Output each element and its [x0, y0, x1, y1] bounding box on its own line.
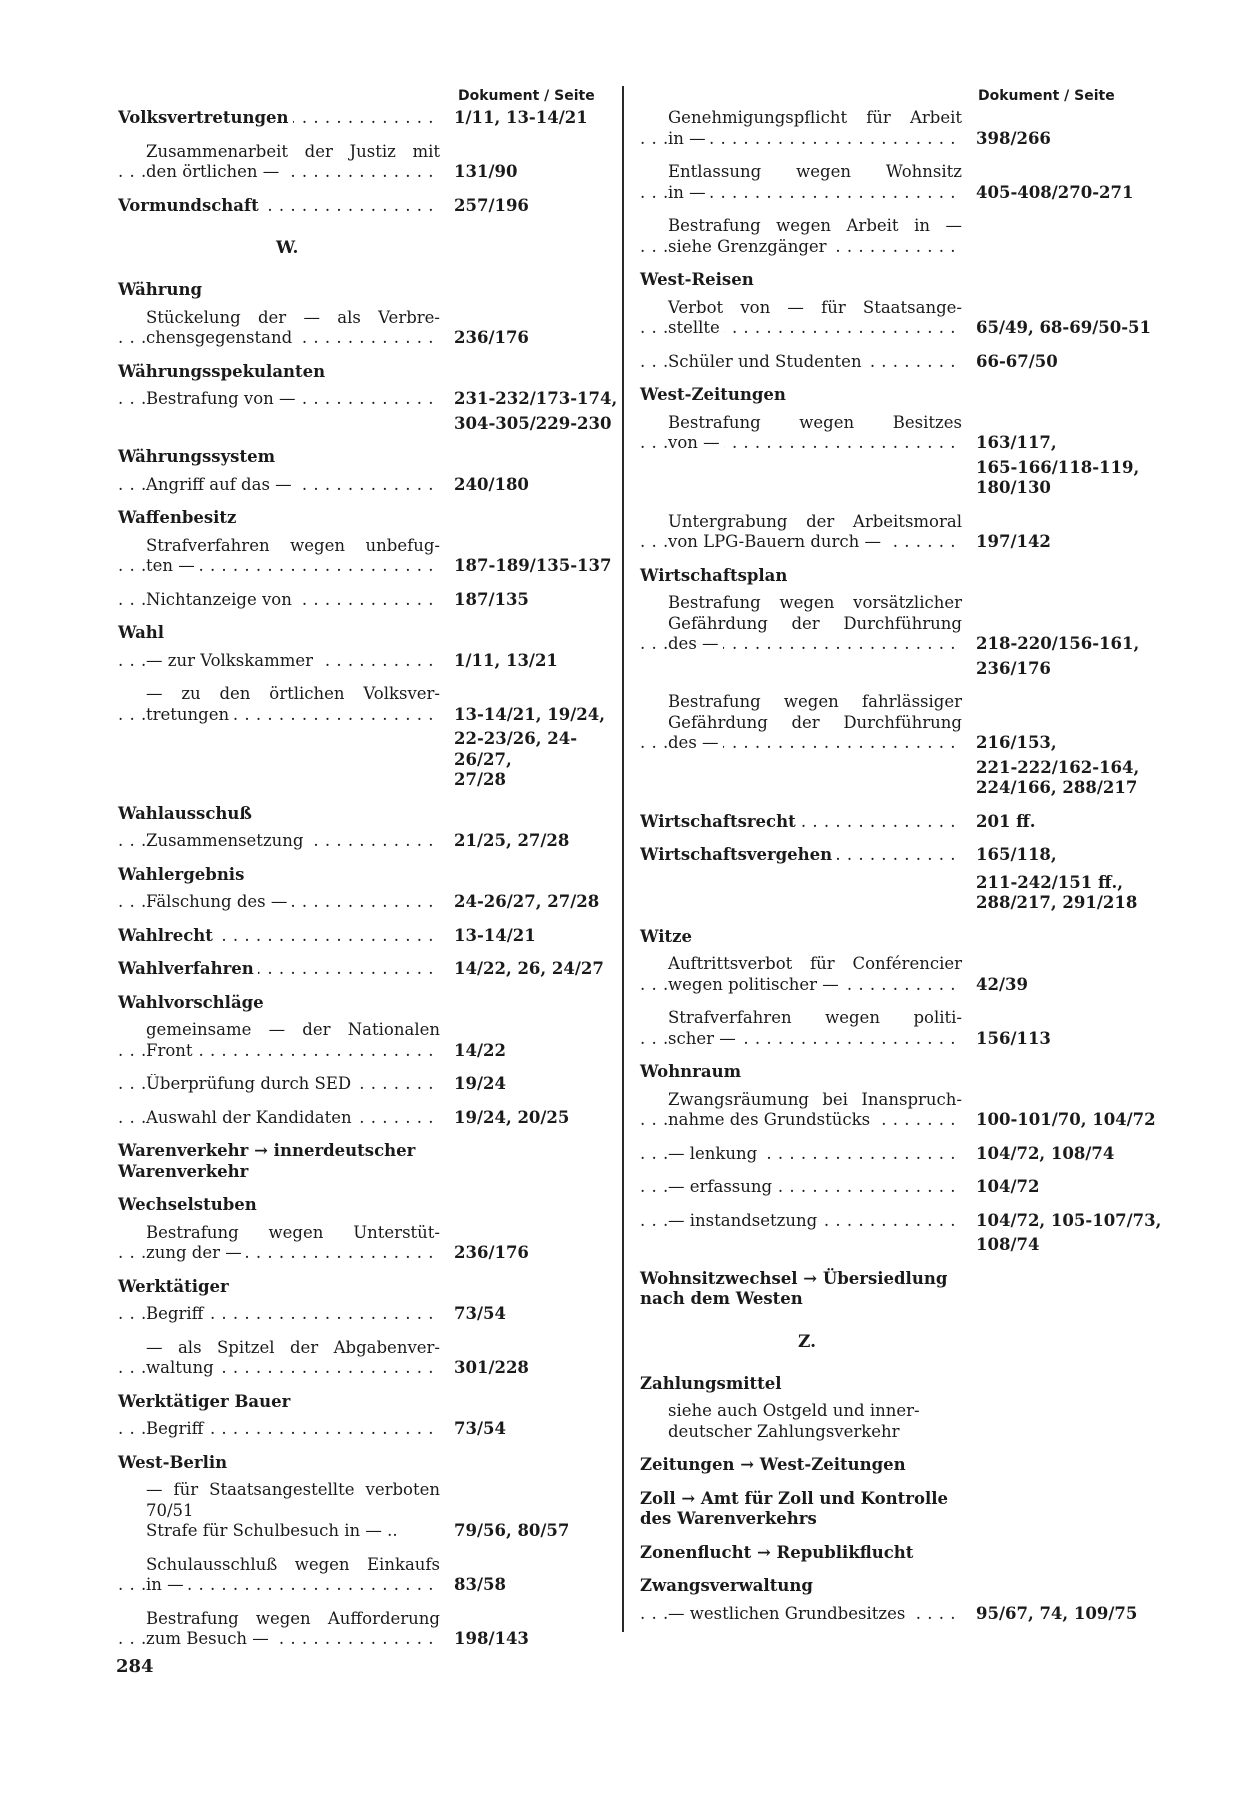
index-entry-main — [118, 1074, 618, 1095]
index-entry-line: — für Staatsangestellte verboten 70/51 — [146, 1480, 440, 1520]
index-heading: Wahlausschuß — [118, 803, 252, 823]
index-entry-term — [118, 389, 440, 410]
index-entry-text: Wahlverfahren — [118, 959, 258, 978]
index-entry — [118, 1609, 618, 1650]
index-entry-main — [118, 196, 618, 217]
index-entry-main — [118, 590, 618, 611]
index-entry — [118, 1108, 618, 1129]
index-entry-ref: 301/228 — [454, 1358, 529, 1377]
index-entry-main — [118, 389, 618, 410]
index-entry-term — [118, 108, 440, 129]
index-entry — [640, 1177, 1140, 1198]
column-header-right: Dokument / Seite — [978, 88, 1115, 104]
index-entry-line: Gefährdung der Durchführung — [668, 613, 962, 633]
index-entry-ref: 83/58 — [454, 1575, 506, 1594]
index-entry-main — [118, 959, 618, 980]
index-entry-term — [118, 651, 440, 672]
index-entry-ref: 405-408/270-271 — [976, 182, 1134, 202]
index-entry-main — [118, 1304, 618, 1325]
index-entry-main — [640, 237, 1140, 258]
index-entry-line: Schulausschluß wegen Einkaufs — [146, 1554, 440, 1574]
index-entry-main — [118, 651, 618, 672]
entries-right — [640, 108, 1162, 1624]
index-line: nach dem Westen — [640, 1289, 803, 1308]
index-entry — [118, 1555, 618, 1596]
index-line: Zeitungen → West-Zeitungen — [640, 1455, 906, 1474]
index-entry-main — [118, 1419, 618, 1440]
index-entry-line: Bestrafung wegen Arbeit in — — [668, 216, 962, 235]
index-entry-text: Begriff — [146, 1304, 207, 1323]
index-entry-ref: 100-101/70, 104/72 — [976, 1110, 1156, 1129]
index-entry-ref-continued: 22-23/26, 24-26/27, — [454, 729, 578, 769]
index-entry — [118, 536, 618, 577]
index-entry-main — [118, 1521, 618, 1542]
index-entry-term — [118, 1074, 440, 1095]
index-entry-text: Vormundschaft — [118, 196, 263, 215]
index-entry-text: Angriff auf das — — [146, 475, 296, 494]
index-entry-text: waltung — [146, 1358, 218, 1377]
index-entry-ref: 231-232/173-174, — [454, 389, 618, 408]
index-entry-text: Bestrafung von — — [146, 389, 300, 408]
index-entry-term — [118, 705, 440, 726]
index-cross-reference — [640, 1269, 1140, 1310]
index-entry-main — [640, 812, 1140, 833]
index-entry-line: Strafverfahren wegen politi- — [668, 1008, 962, 1027]
index-entry-term — [118, 1575, 440, 1596]
index-entry-main — [640, 1144, 1140, 1165]
index-entry-line: gemeinsame — der Nationalen — [146, 1020, 440, 1039]
index-entry-main — [640, 318, 1152, 339]
index-entry-text: Wirtschaftsrecht — [640, 812, 800, 831]
index-entry-text: wegen politischer — — [668, 975, 843, 994]
index-entry-text: zung der — — [146, 1243, 246, 1262]
index-entry-main — [118, 108, 618, 129]
index-entry-ref-continued: 211-242/151 ff., — [976, 872, 1123, 892]
index-entry-ref: 165/118, — [976, 845, 1057, 864]
index-entry-text: — zur Volkskammer — [146, 651, 317, 670]
index-entry-text: Volksvertretungen — [118, 108, 293, 127]
index-entry — [118, 1223, 618, 1264]
index-heading: Witze — [640, 926, 692, 946]
index-entry-text: Schüler und Studenten — [668, 352, 866, 371]
index-entry — [640, 954, 1140, 995]
index-entry — [640, 413, 1140, 499]
index-line: Warenverkehr — [118, 1161, 249, 1181]
index-column-left — [118, 86, 618, 1663]
index-entry-ref: 79/56, 80/57 — [454, 1521, 570, 1540]
index-entry-ref: 24-26/27, 27/28 — [454, 892, 600, 911]
index-entry-ref-continued: 108/74 — [976, 1235, 1040, 1254]
index-entry-term — [118, 475, 440, 496]
index-entry-main — [640, 1177, 1140, 1198]
index-entry-text: — westlichen Grundbesitzes — [668, 1604, 909, 1623]
index-entry-ref: 218-220/156-161, — [976, 634, 1140, 653]
index-entry-term — [640, 1604, 962, 1625]
index-entry — [640, 1144, 1140, 1165]
index-entry — [118, 142, 618, 183]
index-cross-reference — [640, 1489, 1140, 1530]
index-entry — [118, 684, 618, 791]
index-entry-main — [640, 845, 1140, 866]
index-entry — [118, 196, 618, 217]
index-entry-main — [640, 634, 1140, 655]
index-entry — [118, 1304, 618, 1325]
index-line: des Warenverkehrs — [640, 1509, 817, 1528]
index-entry-ref-continued: 221-222/162-164, — [976, 757, 1140, 777]
index-entry — [640, 1210, 1162, 1256]
index-entry-main — [640, 1210, 1162, 1232]
index-entry-term — [118, 1243, 440, 1264]
index-entry — [118, 926, 618, 947]
index-entry-text: Auswahl der Kandidaten — [146, 1108, 356, 1127]
index-entry — [640, 297, 1152, 339]
index-entry-line: Bestrafung wegen Aufforderung — [146, 1608, 440, 1628]
index-entry — [118, 308, 618, 349]
index-entry-term — [640, 1177, 962, 1198]
index-entry-term — [118, 1419, 440, 1440]
index-entry-ref: 14/22, 26, 24/27 — [454, 959, 604, 978]
index-entry-ref: 95/67, 74, 109/75 — [976, 1603, 1138, 1623]
index-entry-ref-continued: 180/130 — [976, 478, 1051, 497]
index-entry-term — [640, 352, 962, 373]
index-entry — [118, 1419, 618, 1440]
index-entry-main — [118, 892, 618, 913]
index-entry-ref-continued: 27/28 — [454, 770, 506, 789]
index-entry-text: chensgegenstand — [146, 328, 296, 347]
index-entry-line: Bestrafung wegen Unterstüt- — [146, 1222, 440, 1242]
index-heading: Wahlvorschläge — [118, 992, 264, 1012]
index-entry-main — [118, 328, 618, 349]
index-entry — [118, 389, 618, 434]
index-entry-main — [118, 162, 618, 183]
index-entry-ref: 66-67/50 — [976, 351, 1058, 371]
index-entry-line: Bestrafung wegen vorsätzlicher — [668, 593, 962, 612]
index-entry-main — [640, 1029, 1140, 1050]
index-entry-main — [118, 1358, 618, 1379]
index-line: Warenverkehr → innerdeutscher — [118, 1141, 416, 1160]
index-entry-ref: 131/90 — [454, 162, 518, 181]
index-cross-reference — [640, 1543, 1140, 1564]
index-entry-text: in — — [668, 129, 710, 148]
index-entry-main — [118, 556, 618, 577]
index-entry-line: — als Spitzel der Abgabenver- — [146, 1337, 440, 1357]
index-entry-line: Entlassung wegen Wohnsitz — [668, 162, 962, 181]
index-entry — [640, 352, 1140, 373]
index-entry-main — [118, 1041, 618, 1062]
index-entry-ref-continued: 165-166/118-119, — [976, 457, 1140, 477]
page-number: 284 — [116, 1656, 154, 1677]
index-entry-text: Wahlrecht — [118, 926, 217, 945]
index-line: Wohnsitzwechsel → Übersiedlung — [640, 1268, 948, 1288]
index-entry — [640, 108, 1140, 149]
index-entry-line: — zu den örtlichen Volksver- — [146, 684, 440, 703]
index-heading: Wechselstuben — [118, 1195, 257, 1214]
index-entry-term — [640, 1110, 962, 1131]
index-entry-text: von — — [668, 433, 724, 452]
index-entry-line: Stückelung der — als Verbre- — [146, 307, 440, 327]
index-entry-line: Verbot von — für Staatsange- — [668, 297, 962, 317]
index-entry-ref: 156/113 — [976, 1028, 1051, 1048]
index-entry-ref: 187/135 — [454, 589, 529, 609]
index-entry-term — [640, 812, 962, 833]
index-entry — [640, 216, 1140, 257]
index-entry-term — [640, 845, 962, 866]
index-entry-term — [118, 1304, 440, 1325]
index-cross-reference — [118, 1141, 618, 1182]
index-entry — [640, 1008, 1140, 1049]
index-line: deutscher Zahlungsverkehr — [668, 1421, 900, 1441]
index-entry-term — [640, 532, 962, 553]
index-entry-main — [640, 1604, 1140, 1625]
index-entry — [118, 1338, 618, 1379]
index-entry-term — [118, 959, 440, 980]
index-entry-text: Nichtanzeige von — [146, 590, 296, 609]
index-entry-term — [640, 318, 962, 339]
index-entry-main — [640, 129, 1140, 150]
column-divider — [622, 86, 624, 1632]
index-heading: Wohnraum — [640, 1062, 742, 1081]
index-entry-term — [118, 590, 440, 611]
index-entry-ref: 240/180 — [454, 474, 529, 494]
index-entry — [640, 512, 1140, 553]
index-entry-line: Genehmigungspflicht für Arbeit — [668, 108, 962, 127]
index-entry-line: Strafverfahren wegen unbefug- — [146, 535, 440, 555]
index-heading: Währungssystem — [118, 447, 276, 466]
index-entry-ref: 216/153, — [976, 733, 1057, 752]
index-entry-ref: 187-189/135-137 — [454, 556, 612, 575]
index-entry-term — [640, 433, 962, 454]
index-entry-ref-continued: 304-305/229-230 — [454, 413, 612, 433]
index-entry-text: in — — [146, 1575, 188, 1594]
index-entry-term — [640, 1029, 962, 1050]
index-entry-ref: 14/22 — [454, 1040, 506, 1060]
index-entry-text: Überprüfung durch SED — [146, 1074, 355, 1093]
section-letter: W. — [276, 238, 299, 258]
index-entry-ref: 104/72 — [976, 1177, 1040, 1196]
index-entry-term — [640, 183, 962, 204]
index-entry — [640, 593, 1140, 679]
index-entry-main — [118, 475, 618, 496]
index-entry-line: Bestrafung wegen fahrlässiger — [668, 692, 962, 711]
index-entry-ref: 197/142 — [976, 532, 1051, 551]
index-heading: Wahl — [118, 623, 165, 642]
index-entry-term — [118, 1629, 440, 1650]
index-entry-ref: 73/54 — [454, 1304, 506, 1323]
index-entry — [640, 162, 1140, 203]
index-entry-text: tretungen — [146, 705, 233, 724]
column-header-left: Dokument / Seite — [458, 88, 595, 104]
index-entry-term — [118, 892, 440, 913]
index-entry-term — [118, 831, 440, 852]
index-entry-ref: 21/25, 27/28 — [454, 831, 570, 850]
index-entry-term — [640, 1211, 962, 1232]
index-entry — [118, 1480, 618, 1542]
index-entry-term — [118, 1358, 440, 1379]
index-heading: Zahlungsmittel — [640, 1373, 782, 1393]
index-entry-text: Wirtschaftsvergehen — [640, 845, 836, 864]
index-entry — [640, 812, 1140, 833]
index-entry-text: in — — [668, 183, 710, 202]
index-entry — [118, 475, 618, 496]
index-heading: Währungsspekulanten — [118, 361, 326, 381]
index-heading: Währung — [118, 280, 203, 299]
index-entry-term — [118, 1108, 440, 1129]
index-entry — [118, 1020, 618, 1061]
index-entry-text: Zusammensetzung — [146, 831, 307, 850]
index-entry-ref-continued: 236/176 — [976, 658, 1051, 678]
index-heading: West-Berlin — [118, 1452, 228, 1472]
index-heading: West-Zeitungen — [640, 385, 786, 404]
index-entry — [118, 959, 618, 980]
index-entry-ref: 19/24 — [454, 1074, 506, 1093]
index-entry — [640, 692, 1140, 799]
section-letter: Z. — [798, 1331, 817, 1352]
index-entry-ref: 163/117, — [976, 433, 1057, 452]
index-entry-term — [118, 1521, 440, 1542]
index-entry-text: nahme des Grundstücks — [668, 1110, 874, 1129]
index-entry-text: zum Besuch — — [146, 1629, 273, 1648]
index-entry-main — [640, 733, 1140, 754]
index-entry-ref: 236/176 — [454, 1243, 529, 1262]
index-entry-ref-continued: 224/166, 288/217 — [976, 778, 1138, 797]
index-entry-ref: 257/196 — [454, 195, 529, 215]
index-entry — [118, 590, 618, 611]
index-entry-main — [118, 1108, 618, 1129]
index-entry-term — [118, 926, 440, 947]
index-heading: Werktätiger Bauer — [118, 1391, 291, 1411]
index-entry-term — [118, 328, 440, 349]
index-entry-ref: 104/72, 108/74 — [976, 1143, 1115, 1163]
index-entry-main — [118, 926, 618, 947]
index-line: siehe auch Ostgeld und inner- — [668, 1401, 920, 1420]
index-entry — [118, 892, 618, 913]
index-cross-reference — [640, 1455, 1140, 1476]
index-entry-text: des — — [668, 733, 723, 752]
index-entry — [118, 651, 618, 672]
index-entry-term — [640, 733, 962, 754]
index-entry-term — [118, 162, 440, 183]
index-entry-text: — lenkung — [668, 1144, 761, 1163]
entries-left — [118, 108, 618, 1650]
index-heading: West-Reisen — [640, 270, 754, 289]
index-entry-text: den örtlichen — — [146, 162, 283, 181]
index-entry-text: ten — — [146, 556, 199, 575]
index-entry-text: — erfassung — [668, 1177, 776, 1196]
index-heading: Zwangsverwaltung — [640, 1576, 813, 1595]
index-entry-main — [640, 1110, 1156, 1131]
index-entry-line: Auftrittsverbot für Conférencier — [668, 954, 962, 973]
index-entry-text: Fälschung des — — [146, 892, 291, 911]
index-entry-term — [118, 1041, 440, 1062]
index-column-right — [640, 86, 1162, 1637]
index-line: Zonenflucht → Republikflucht — [640, 1542, 914, 1562]
index-entry-text: des — — [668, 634, 723, 653]
index-entry-term — [640, 237, 962, 258]
index-heading: Wirtschaftsplan — [640, 565, 788, 585]
index-entry-term — [640, 1144, 962, 1165]
index-entry-line: Zwangsräumung bei Inanspruch- — [668, 1089, 962, 1109]
index-entry-ref: 73/54 — [454, 1419, 506, 1438]
index-entry-ref: 13-14/21, 19/24, — [454, 704, 605, 724]
index-heading: Wahlergebnis — [118, 864, 245, 884]
index-entry-main — [118, 1575, 618, 1596]
index-entry-main — [118, 831, 618, 852]
index-note — [640, 1401, 1140, 1442]
index-entry-ref-continued: 288/217, 291/218 — [976, 893, 1138, 912]
index-entry-text: Front — [146, 1041, 197, 1060]
index-entry-line: Bestrafung wegen Besitzes — [668, 412, 962, 432]
index-entry-ref: 1/11, 13/21 — [454, 650, 558, 670]
index-heading: Waffenbesitz — [118, 508, 237, 527]
index-entry — [640, 845, 1140, 914]
index-entry-line: Gefährdung der Durchführung — [668, 712, 962, 732]
index-entry-text: — instandsetzung — [668, 1211, 821, 1230]
index-entry-ref: 104/72, 105-107/73, — [976, 1210, 1162, 1230]
index-entry-main — [640, 433, 1140, 454]
index-entry — [640, 1089, 1156, 1131]
index-entry-main — [640, 183, 1140, 204]
index-line: Zoll → Amt für Zoll und Kontrolle — [640, 1488, 948, 1508]
index-entry-term — [118, 196, 440, 217]
index-entry-ref: 65/49, 68-69/50-51 — [976, 318, 1152, 337]
index-entry-main — [640, 975, 1140, 996]
index-entry-text: Strafe für Schulbesuch in — .. — [146, 1521, 402, 1540]
index-entry-term — [640, 975, 962, 996]
index-entry-text: siehe Grenzgänger — [668, 237, 831, 256]
index-entry-ref: 236/176 — [454, 328, 529, 347]
index-entry-main — [640, 352, 1140, 373]
index-entry — [118, 108, 618, 129]
index-entry-ref: 19/24, 20/25 — [454, 1107, 570, 1127]
index-entry-main — [118, 1629, 618, 1650]
index-entry-term — [118, 556, 440, 577]
index-entry-ref: 1/11, 13-14/21 — [454, 108, 588, 127]
index-entry — [640, 1604, 1140, 1625]
index-entry-line: Zusammenarbeit der Justiz mit — [146, 141, 440, 161]
index-entry-text: von LPG-Bauern durch — — [668, 532, 885, 551]
index-entry-main — [118, 705, 618, 726]
index-entry-text: stellte — [668, 318, 724, 337]
index-entry-term — [640, 634, 962, 655]
index-heading: Werktätiger — [118, 1276, 229, 1296]
index-entry-ref: 201 ff. — [976, 811, 1036, 831]
index-entry-line: Untergrabung der Arbeitsmoral — [668, 511, 962, 531]
index-entry-ref: 13-14/21 — [454, 925, 536, 945]
index-entry — [118, 831, 618, 852]
index-entry-text: Begriff — [146, 1419, 207, 1438]
index-entry-term — [640, 129, 962, 150]
index-entry-ref: 398/266 — [976, 128, 1051, 148]
index-entry-text: scher — — [668, 1029, 740, 1048]
index-entry-main — [640, 532, 1140, 553]
index-entry-ref: 198/143 — [454, 1629, 529, 1648]
index-entry-ref: 42/39 — [976, 974, 1028, 994]
index-entry — [118, 1074, 618, 1095]
index-entry-main — [118, 1243, 618, 1264]
